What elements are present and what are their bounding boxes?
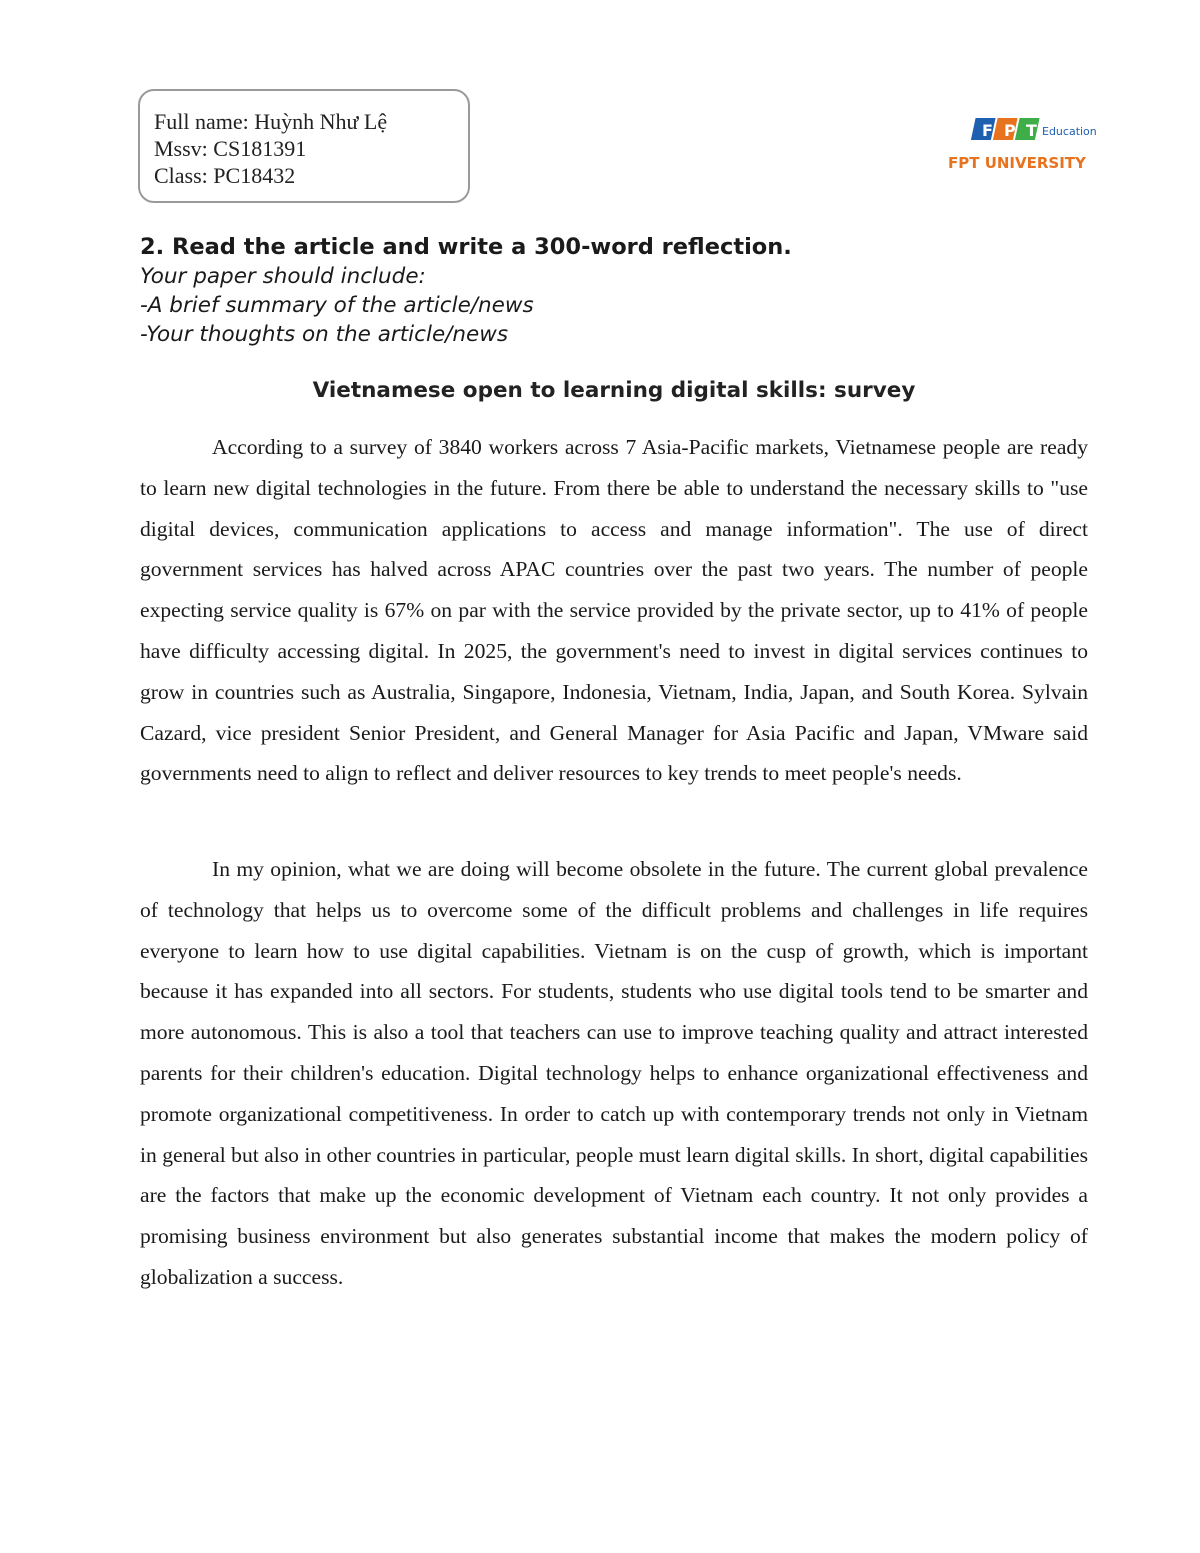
- student-info-box: [138, 89, 470, 203]
- student-full-name: Full name: Huỳnh Như Lệ: [154, 109, 388, 134]
- task-item-summary: -A brief summary of the article/news: [140, 293, 534, 318]
- fpt-logo-letter-t: T: [1026, 121, 1037, 140]
- task-intro: Your paper should include:: [140, 264, 426, 289]
- fpt-logo-letter-f: F: [982, 121, 993, 140]
- fpt-logo-education: Education: [1042, 125, 1097, 138]
- fpt-logo-mark-icon: [970, 116, 1097, 144]
- article-title: Vietnamese open to learning digital skills: survey: [312, 378, 916, 403]
- fpt-logo-letter-p: P: [1004, 121, 1016, 140]
- task-title: 2. Read the article and write a 300-word reflection.: [140, 234, 792, 260]
- summary-paragraph: According to a survey of 3840 workers across 7 Asia-Pacific markets, Vietnamese people are ready to learn new digital technologies in the future. From there be able to understand the necessary skills to "use digital devices, communication applications to access and manage information". The use of direct government services has halved across APAC countries over the past two years. The number of people expecting service quality is 67% on par with the service provided by the private sector, up to 41% of people have difficulty accessing digital. In 2025, the government's need to invest in digital services continues to grow in countries such as Australia, Singapore, Indonesia, Vietnam, India, Japan, and South Korea. Sylvain Cazard, vice president Senior President, and General Manager for Asia Pacific and Japan, VMware said governments need to align to reflect and deliver resources to key trends to meet people's needs.: [140, 435, 1088, 786]
- student-class: Class: PC18432: [154, 163, 296, 188]
- assignment-task: [140, 232, 1040, 349]
- fpt-university-label: FPT UNIVERSITY: [948, 154, 1086, 172]
- student-mssv: Mssv: CS181391: [154, 136, 307, 161]
- task-item-thoughts: -Your thoughts on the article/news: [140, 322, 509, 347]
- reflection-paragraph: In my opinion, what we are doing will become obsolete in the future. The current global prevalence of technology that helps us to overcome some of the difficult problems and challenges in life requires everyone to learn how to use digital capabilities. Vietnam is on the cusp of growth, which is important because it has expanded into all sectors. For students, students who use digital tools tend to be smarter and more autonomous. This is also a tool that teachers can use to improve teaching quality and attract interested parents for their children's education. Digital technology helps to enhance organizational effectiveness and promote organizational competitiveness. In order to catch up with contemporary trends not only in Vietnam in general but also in other countries in particular, people must learn digital skills. In short, digital capabilities are the factors that make up the economic development of Vietnam each country. It not only provides a promising business environment but also generates substantial income that makes the modern policy of globalization a success.: [140, 857, 1088, 1289]
- fpt-education-logo: [948, 116, 1097, 176]
